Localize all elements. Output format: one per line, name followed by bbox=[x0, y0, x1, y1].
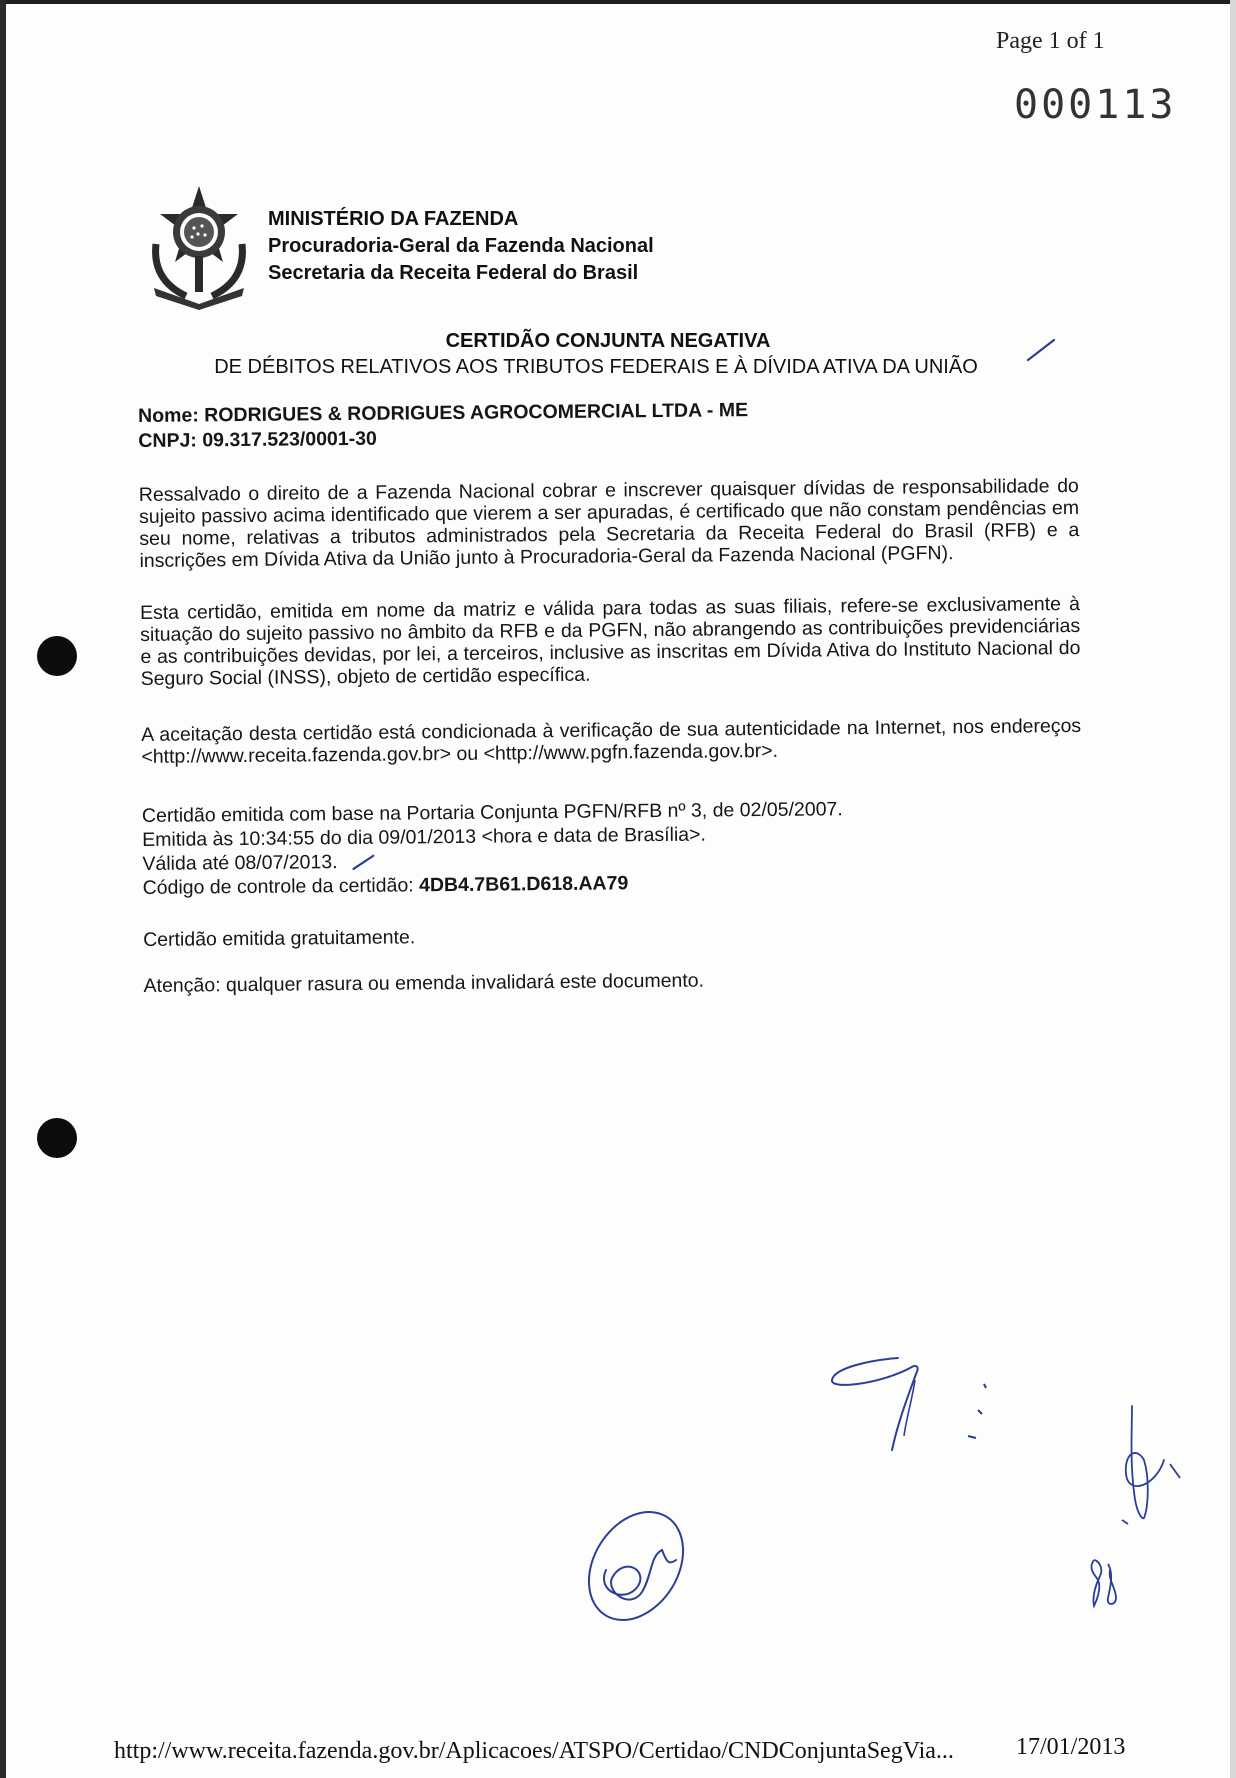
issuance-datetime: Emitida às 10:34:55 do dia 09/01/2013 <hora e data de Brasília>. bbox=[142, 823, 707, 851]
handwritten-initials-signature bbox=[820, 1340, 1000, 1460]
paragraph-scope: Esta certidão, emitida em nome da matriz e válida para todas as suas filiais, refere-se exclusivamente à situação do sujeito passivo no âmbito da RFB e da PGFN, não abrangendo as contribuições previdenciárias e as contribuições devidas, por lei, a terceiros, inclusive as inscritas em Dívida Ativa do Instituto Nacional do Seguro Social (INSS), objeto de certidão específica. bbox=[139, 592, 1081, 690]
validity-date: Válida até 08/07/2013. bbox=[142, 851, 338, 875]
handwritten-page-number bbox=[1086, 1554, 1126, 1614]
free-issuance-note: Certidão emitida gratuitamente. bbox=[143, 926, 416, 951]
issuance-basis: Certidão emitida com base na Portaria Conjunta PGFN/RFB nº 3, de 02/05/2007. bbox=[141, 798, 843, 827]
control-code-label: Código de controle da certidão: bbox=[142, 874, 420, 899]
paragraph-authenticity: A aceitação desta certidão está condicionada à verificação de sua autenticidade na Internet, nos endereços <http://www.receita.fazenda.gov.br> ou <http://www.pgfn.fazenda.gov.br>. bbox=[141, 714, 1082, 768]
footer-url: http://www.receita.fazenda.gov.br/Aplicacoes/ATSPO/Certidao/CNDConjuntaSegVia... bbox=[114, 1738, 954, 1764]
coat-of-arms-icon bbox=[146, 184, 252, 310]
check-mark-icon bbox=[349, 853, 379, 873]
handwritten-rubric bbox=[1120, 1400, 1230, 1560]
taxpayer-cnpj: CNPJ: 09.317.523/0001-30 bbox=[138, 427, 377, 452]
punch-hole bbox=[37, 1118, 77, 1158]
taxpayer-name: Nome: RODRIGUES & RODRIGUES AGROCOMERCIAL LTDA - ME bbox=[138, 399, 749, 427]
paragraph-debts: Ressalvado o direito de a Fazenda Nacional cobrar e inscrever quaisquer dívidas de responsabilidade do sujeito passivo acima identificado que vierem a ser apuradas, é certificado que não constam pendências em seu nome, relativas a tributos administrados pela Secretaria da Receita Federal do Brasil (RFB) e a inscrições em Dívida Ativa da União junto à Procuradoria-Geral da Fazenda Nacional (PGFN). bbox=[138, 474, 1080, 572]
scan-edge-right bbox=[1230, 0, 1236, 1778]
issuance-details bbox=[142, 795, 1083, 900]
check-mark-icon bbox=[1020, 336, 1060, 366]
certificate-content bbox=[138, 395, 1084, 998]
issuer-block bbox=[268, 206, 654, 287]
scan-edge-left bbox=[0, 0, 6, 1778]
certificate-subtitle: DE DÉBITOS RELATIVOS AOS TRIBUTOS FEDERAIS E À DÍVIDA ATIVA DA UNIÃO bbox=[214, 356, 978, 378]
page-indicator: Page 1 of 1 bbox=[996, 28, 1105, 54]
stamp-number: 000113 bbox=[1014, 82, 1177, 128]
issuer-pgfn: Procuradoria-Geral da Fazenda Nacional bbox=[268, 235, 654, 257]
control-code-value: 4DB4.7B61.D618.AA79 bbox=[418, 872, 629, 897]
handwritten-circled-initials bbox=[576, 1500, 696, 1630]
certificate-title: CERTIDÃO CONJUNTA NEGATIVA bbox=[445, 330, 771, 352]
tamper-warning: Atenção: qualquer rasura ou emenda invalidará este documento. bbox=[143, 969, 705, 997]
footer-date: 17/01/2013 bbox=[1016, 1734, 1126, 1760]
scan-edge-top bbox=[0, 0, 1236, 4]
punch-hole bbox=[37, 636, 77, 676]
issuer-ministry: MINISTÉRIO DA FAZENDA bbox=[268, 208, 519, 230]
issuer-rfb: Secretaria da Receita Federal do Brasil bbox=[268, 262, 639, 284]
